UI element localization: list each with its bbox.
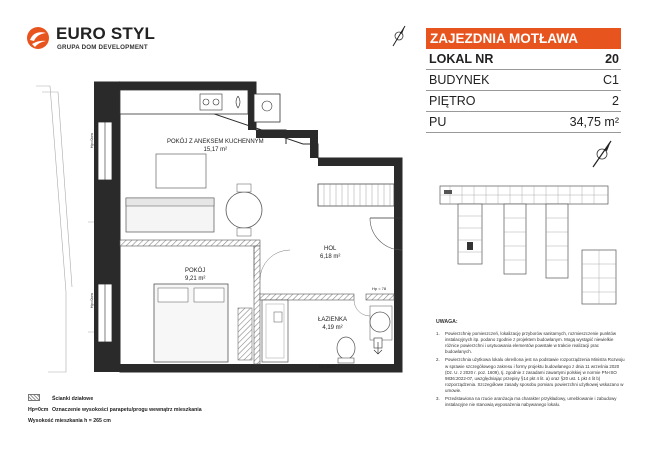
legend-row-height — [28, 415, 248, 426]
note-item: 1. Powierzchnię pomieszczeń, lokalizację przyborów sanitarnych, rozmieszczenie punktów instalacyjnych itp. podano zgodnie z projektem budowlanym. Mogą wystąpić niewielkie różnice powierzchni i usytuowania elementów powstałe w trakcie realizacji prac budowlanych. — [436, 331, 626, 355]
north-arrow-site-icon — [586, 138, 618, 170]
notes-section — [436, 319, 626, 410]
window-mark-living: Hp=0cm — [88, 133, 94, 149]
room-label-bedroom — [185, 267, 205, 283]
legend-text: Oznaczenie wysokości parapetu/progu wewnątrz mieszkania — [52, 406, 202, 413]
unit-location-marker — [467, 242, 473, 250]
info-value: 34,75 m² — [569, 115, 619, 129]
brand-name: EURO STYL — [56, 24, 156, 43]
info-value: 2 — [612, 94, 619, 108]
legend-key: Hp=0cm — [28, 406, 49, 413]
room-area: 15,17 m² — [203, 147, 228, 154]
legend — [28, 393, 248, 426]
notes-title: UWAGA: — [436, 319, 458, 325]
window-mark-bedroom: Hp=0cm — [88, 293, 94, 309]
euro-styl-logo-icon — [26, 26, 50, 50]
room-label-living — [167, 138, 264, 154]
info-row-area — [426, 112, 621, 133]
building-key-plan — [426, 180, 626, 308]
unit-info-table — [426, 28, 621, 133]
room-name: HOL — [324, 246, 337, 252]
note-text: Powierzchnia użytkowa lokalu określona jest na podstawie rozporządzenia Ministra Rozwoju w sprawie szczegółowego zakresu i formy projektu budowlanego z dnia 11 września 2020 (Dz. U. z 2020 r. poz. 1609), tj. zgodnie z zasadami zawartymi polskiej w normie PN-ISO 9836:2022-07, uwzględniając przepisy §14 pkt 4 lit. a) oraz §20 ust. 1 pkt 4 lit b) rozporządzenia. Szczegółowe zasady sposobu pomiaru powierzchni użytkowej wskazano w umowie. — [445, 357, 625, 393]
info-label: BUDYNEK — [429, 73, 490, 87]
note-text: Przedstawiona na rzucie aranżacja ma charakter przykładowy, umeblowanie i zabudowy instalacyjne nie stanowią wyposażenia nabywanego lokalu. — [445, 395, 617, 408]
info-row-floor — [426, 91, 621, 112]
north-arrow-icon — [387, 24, 411, 48]
legend-row-partition — [28, 393, 248, 404]
room-area: 9,21 m² — [185, 276, 206, 283]
bath-height-mark: hp=0cm — [319, 364, 335, 369]
info-label: PU — [429, 115, 447, 129]
room-area: 6,18 m² — [320, 254, 341, 261]
note-item: 3. Przedstawiona na rzucie aranżacja ma charakter przykładowy, umeblowanie i zabudowy instalacyjne nie stanowią wyposażenia nabywanego lokalu. — [436, 396, 626, 408]
floor-plan — [28, 72, 428, 384]
project-title: ZAJEZDNIA MOTŁAWA — [426, 28, 621, 49]
room-label-bathroom — [318, 316, 347, 332]
legend-text: Wysokość mieszkania h = 265 cm — [28, 417, 111, 424]
hatch-swatch-icon — [28, 394, 40, 401]
info-label: LOKAL NR — [429, 52, 494, 66]
info-label: PIĘTRO — [429, 94, 476, 108]
room-name: POKÓJ — [185, 268, 206, 274]
company-logo — [26, 24, 166, 54]
info-row-building — [426, 70, 621, 91]
room-name: POKÓJ Z ANEKSEM KUCHENNYM — [167, 139, 264, 145]
note-item: 2. Powierzchnia użytkowa lokalu określona jest na podstawie rozporządzenia Ministra Rozwoju w sprawie szczegółowego zakresu i formy projektu budowlanego z dnia 11 września 2020 (Dz. U. z 2020 r. poz. 1609), tj. zgodnie z zasadami zawartymi polskiej w normie PN-ISO 9836:2022-07, uwzględniając przepisy §14 pkt 4 lit. a) oraz §20 ust. 1 pkt 4 lit b) rozporządzenia. Szczegółowe zasady sposobu pomiaru powierzchni użytkowej wskazano w umowie. — [436, 357, 625, 393]
room-area: 4,19 m² — [322, 325, 343, 332]
room-label-hall — [320, 245, 340, 261]
room-name: ŁAZIENKA — [318, 317, 348, 323]
info-value: C1 — [603, 73, 619, 87]
info-row-unit — [426, 49, 621, 70]
legend-row-sill — [28, 404, 248, 415]
legend-text: Ścianki działowe — [52, 395, 94, 402]
info-value: 20 — [605, 52, 619, 66]
brand-subtitle: GRUPA DOM DEVELOPMENT — [57, 44, 148, 51]
sill-mark: Hp = 78 — [372, 286, 387, 291]
note-text: Powierzchnię pomieszczeń, lokalizację przyborów sanitarnych, rozmieszczenie punktów instalacyjnych itp. podano zgodnie z projektem budowlanym. Mogą wystąpić niewielkie różnice powierzchni i usytuowania elementów powstałe w trakcie realizacji prac budowlanych. — [445, 331, 617, 355]
